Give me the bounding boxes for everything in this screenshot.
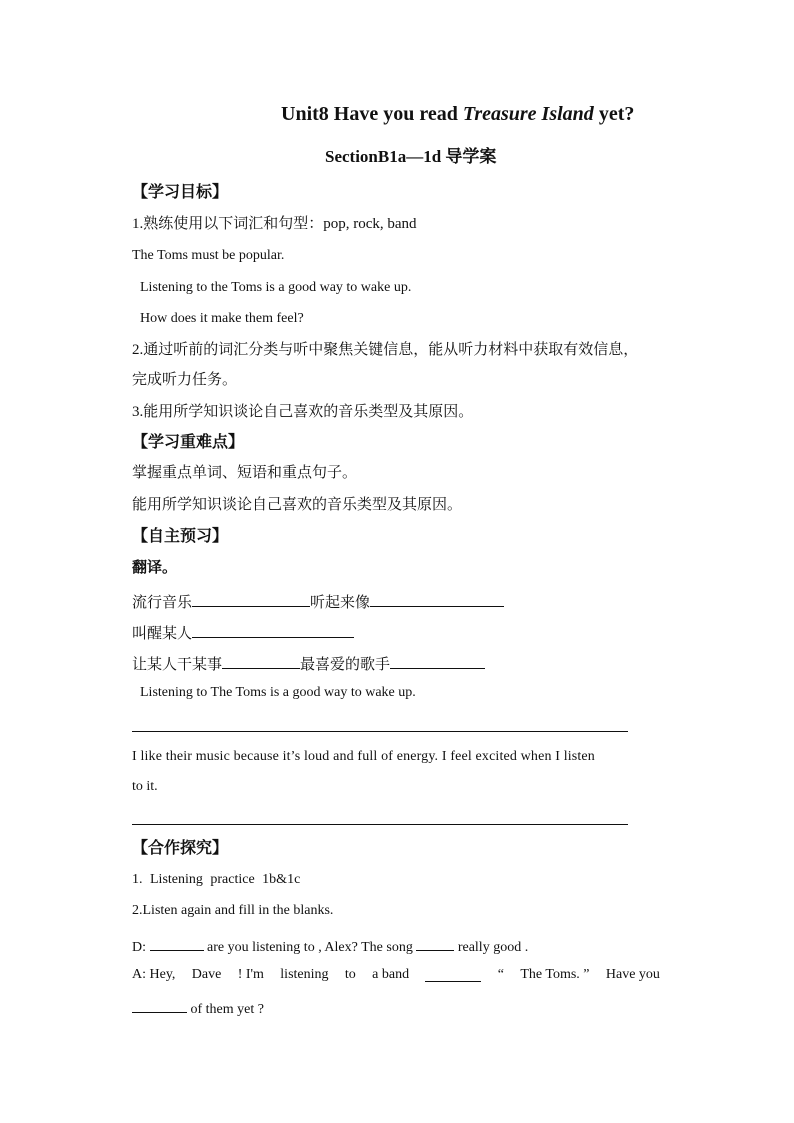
translate-row-3	[132, 654, 485, 673]
example-sentence-2: Listening to the Toms is a good way to wake up.	[140, 280, 412, 295]
phrase-pop-music: 流行音乐	[132, 595, 193, 611]
dialogue-text: are you listening to , Alex? The song	[207, 940, 413, 955]
key-point-1: 掌握重点单词、短语和重点句子。	[132, 465, 358, 481]
title-book-name: Treasure Island	[462, 103, 594, 125]
dialogue-text: really good .	[457, 940, 529, 955]
dialogue-line-a-cont	[132, 998, 264, 1017]
answer-blank[interactable]	[192, 623, 354, 638]
dialogue-word: listening	[280, 967, 329, 982]
dialogue-word: Have you	[605, 967, 660, 982]
dialogue-word: A: Hey,	[132, 967, 176, 982]
explore-item-1: 1. Listening practice 1b&1c	[132, 872, 301, 887]
page-subtitle: SectionB1a—1d 导学案	[325, 147, 497, 166]
translate-row-2	[132, 623, 354, 642]
answer-blank[interactable]	[390, 654, 485, 669]
dialogue-word: “	[497, 967, 505, 982]
fill-blank[interactable]	[425, 967, 481, 982]
answer-line[interactable]	[132, 824, 628, 825]
translate-sentence-2-line-2: to it.	[132, 779, 158, 794]
dialogue-line-d	[132, 936, 528, 955]
objective-3: 3.能用所学知识谈论自己喜欢的音乐类型及其原因。	[132, 404, 474, 420]
translate-label: 翻译。	[132, 560, 178, 576]
fill-blank[interactable]	[416, 936, 454, 951]
sentence-text: I like their music because it’s loud and full of energy. I feel excited when I listen	[132, 749, 595, 764]
dialogue-word: a band	[372, 967, 410, 982]
title-text: Unit8 Have you read	[281, 103, 463, 125]
key-point-2: 能用所学知识谈论自己喜欢的音乐类型及其原因。	[132, 497, 463, 513]
explore-heading: 【合作探究】	[132, 840, 229, 857]
dialogue-word: The Toms. ”	[520, 967, 590, 982]
phrase-favorite-singer: 最喜爱的歌手	[300, 657, 391, 673]
phrase-sound-like: 听起来像	[310, 595, 371, 611]
objective-2-line-2: 完成听力任务。	[132, 372, 238, 388]
dialogue-text: of them yet ?	[190, 1002, 264, 1017]
dialogue-word: ! I'm	[237, 967, 264, 982]
translate-sentence-2-line-1	[132, 749, 660, 765]
objective-1: 1.熟练使用以下词汇和句型：pop, rock, band	[132, 216, 417, 232]
translate-sentence-1: Listening to The Toms is a good way to wake up.	[140, 685, 416, 700]
objective-2-line-1: 2.通过听前的词汇分类与听中聚焦关键信息，能从听力材料中获取有效信息，	[132, 342, 639, 358]
objectives-heading: 【学习目标】	[132, 184, 229, 201]
translate-row-1	[132, 592, 504, 611]
fill-blank[interactable]	[132, 998, 187, 1013]
phrase-let-sb-do: 让某人干某事	[132, 657, 223, 673]
dialogue-line-a	[132, 967, 660, 983]
dialogue-word: to	[344, 967, 356, 982]
phrase-wake-up: 叫醒某人	[132, 626, 193, 642]
example-sentence-3: How does it make them feel?	[140, 311, 304, 326]
explore-item-2: 2.Listen again and fill in the blanks.	[132, 903, 334, 918]
title-end: yet?	[593, 103, 635, 125]
answer-blank[interactable]	[192, 592, 310, 607]
speaker-dave: D:	[132, 940, 146, 955]
dialogue-word: Dave	[191, 967, 222, 982]
fill-blank[interactable]	[150, 936, 204, 951]
answer-blank[interactable]	[222, 654, 300, 669]
preview-heading: 【自主预习】	[132, 528, 229, 545]
example-sentence-1: The Toms must be popular.	[132, 248, 285, 263]
page-title	[281, 104, 634, 124]
answer-line[interactable]	[132, 731, 628, 732]
key-points-heading: 【学习重难点】	[132, 434, 245, 451]
answer-blank[interactable]	[370, 592, 504, 607]
